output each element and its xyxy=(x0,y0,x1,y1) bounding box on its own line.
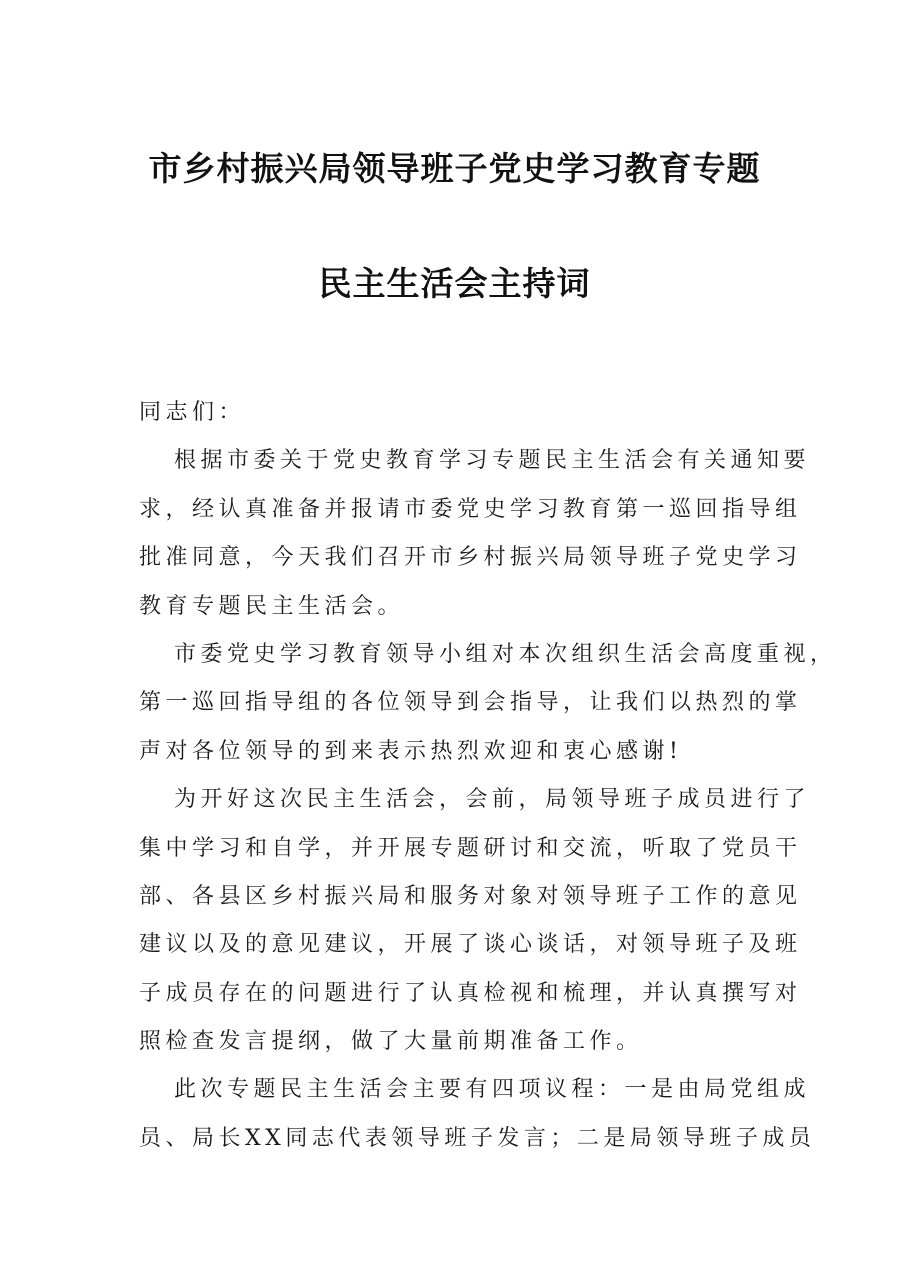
document-title-line-2: 民主生活会主持词 xyxy=(318,264,591,303)
salutation: 同志们： xyxy=(139,400,246,425)
paragraph-line: 部、各县区乡村振兴局和服务对象对领导班子工作的意见 xyxy=(139,883,802,909)
paragraph-line: 第一巡回指导组的各位领导到会指导，让我们以热烈的掌 xyxy=(139,690,802,716)
paragraph-line: 照检查发言提纲，做了大量前期准备工作。 xyxy=(139,1029,643,1055)
document-body xyxy=(139,396,837,1170)
paragraph-line: 集中学习和自学，并开展专题研讨和交流，听取了党员干 xyxy=(139,835,802,861)
paragraph-line: 根据市委关于党史教育学习专题民主生活会有关通知要 xyxy=(174,448,811,474)
paragraph-1 xyxy=(139,444,811,638)
paragraph-3 xyxy=(139,783,811,1073)
paragraph-line: 员、局长XX同志代表领导班子发言；二是局领导班子成员 xyxy=(139,1125,816,1151)
paragraph-line: 批准同意，今天我们召开市乡村振兴局领导班子党史学习 xyxy=(139,545,802,571)
paragraph-line: 建议以及的意见建议，开展了谈心谈话，对领导班子及班 xyxy=(139,932,802,958)
paragraph-line: 市委党史学习教育领导小组对本次组织生活会高度重视， xyxy=(174,641,837,667)
paragraph-line: 声对各位领导的到来表示热烈欢迎和衷心感谢! xyxy=(139,738,683,764)
paragraph-4 xyxy=(139,1073,816,1170)
paragraph-line: 此次专题民主生活会主要有四项议程：一是由局党组成 xyxy=(174,1077,811,1103)
paragraph-line: 子成员存在的问题进行了认真检视和梳理，并认真撰写对 xyxy=(139,980,802,1006)
paragraph-line: 求，经认真准备并报请市委党史学习教育第一巡回指导组 xyxy=(139,496,802,522)
document-title-line-1: 市乡村振兴局领导班子党史学习教育专题 xyxy=(148,149,761,188)
paragraph-line: 为开好这次民主生活会，会前，局领导班子成员进行了 xyxy=(174,787,811,813)
paragraph-line: 教育专题民主生活会。 xyxy=(139,593,405,619)
paragraph-2 xyxy=(139,638,837,783)
